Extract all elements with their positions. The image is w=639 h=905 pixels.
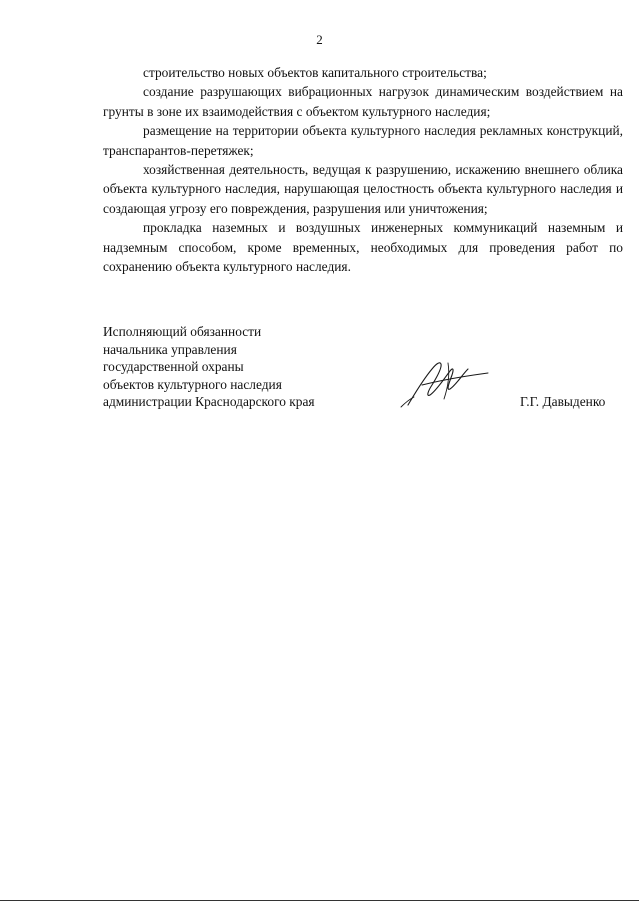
signer-name: Г.Г. Давыденко: [520, 394, 606, 409]
paragraph-5: прокладка наземных и воздушных инженерных коммуникаций наземным и надземным способом, кроме временных, необходимых для проведения работ по сохранению объекта культурного наследия.: [103, 220, 623, 275]
position-line-4: объектов культурного наследия: [103, 376, 282, 392]
position-line-1: Исполняющий обязанности: [103, 324, 262, 339]
paragraph-3: размещение на территории объекта культурного наследия рекламных конструкций, транспарантов-перетяжек;: [103, 123, 623, 158]
paragraph-4: хозяйственная деятельность, ведущая к разрушению, искажению внешнего облика объекта культурного наследия, нарушающая целостность объекта культурного наследия и создающая угрозу его повреждения, разрушения или уничтожения;: [103, 162, 623, 216]
paragraph-2: создание разрушающих вибрационных нагрузок динамическим воздействием на грунты в зоне их взаимодействия с объектом культурного наследия;: [103, 84, 623, 119]
paragraph-1: строительство новых объектов капитального строительства;: [143, 65, 487, 80]
signer-position: [103, 323, 315, 411]
document-body: [103, 63, 623, 276]
bottom-rule: [0, 900, 639, 901]
handwritten-signature: [392, 355, 492, 409]
position-line-2: начальника управления: [103, 341, 237, 357]
position-line-3: государственной охраны: [103, 359, 244, 374]
page-number: 2: [316, 32, 323, 47]
position-line-5: администрации Краснодарского края: [103, 394, 315, 409]
